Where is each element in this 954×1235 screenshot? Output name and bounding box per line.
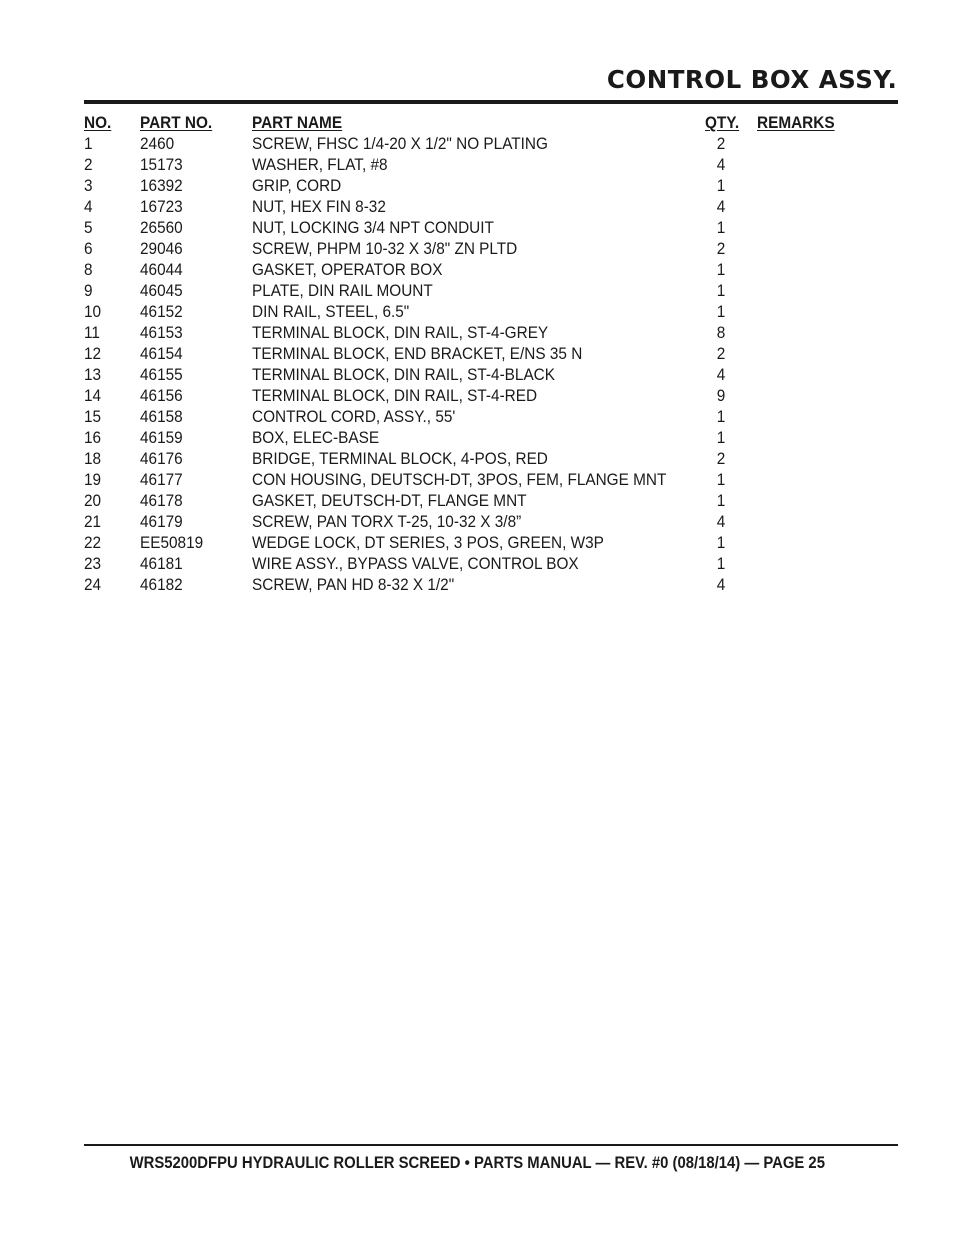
cell-part-no: 46152	[140, 303, 183, 321]
cell-part-name: TERMINAL BLOCK, END BRACKET, E/NS 35 N	[252, 345, 583, 363]
column-header-qty: QTY.	[705, 114, 740, 132]
cell-part-no: 46158	[140, 408, 183, 426]
column-header-remarks: REMARKS	[757, 114, 835, 132]
cell-qty: 4	[716, 156, 726, 174]
cell-qty: 1	[716, 219, 726, 237]
table-row	[84, 281, 864, 302]
table-row	[84, 575, 864, 596]
column-header-part-name: PART NAME	[252, 114, 343, 132]
cell-part-name: WASHER, FLAT, #8	[252, 156, 388, 174]
cell-part-name: TERMINAL BLOCK, DIN RAIL, ST-4-GREY	[252, 324, 549, 342]
table-row	[84, 176, 864, 197]
cell-part-name: CON HOUSING, DEUTSCH-DT, 3POS, FEM, FLANGE MNT	[252, 471, 667, 489]
cell-qty: 2	[716, 240, 726, 258]
cell-part-name: GRIP, CORD	[252, 177, 342, 195]
cell-part-no: 46181	[140, 555, 183, 573]
cell-qty: 1	[716, 492, 726, 510]
cell-part-name: DIN RAIL, STEEL, 6.5"	[252, 303, 410, 321]
cell-qty: 1	[716, 177, 726, 195]
cell-no: 15	[84, 408, 102, 426]
table-row	[84, 302, 864, 323]
column-header-part-no: PART NO.	[140, 114, 213, 132]
cell-qty: 1	[716, 429, 726, 447]
cell-no: 24	[84, 576, 102, 594]
cell-part-no: 46045	[140, 282, 183, 300]
cell-no: 18	[84, 450, 102, 468]
cell-part-no: 46177	[140, 471, 183, 489]
page-footer	[0, 1152, 954, 1174]
cell-part-name: NUT, HEX FIN 8-32	[252, 198, 386, 216]
cell-qty: 4	[716, 198, 726, 216]
cell-part-no: 46179	[140, 513, 183, 531]
table-row	[84, 344, 864, 365]
cell-no: 3	[84, 177, 93, 195]
cell-part-name: PLATE, DIN RAIL MOUNT	[252, 282, 433, 300]
table-row	[84, 554, 864, 575]
cell-no: 2	[84, 156, 93, 174]
table-row	[84, 239, 864, 260]
table-body	[84, 134, 864, 596]
cell-no: 19	[84, 471, 102, 489]
cell-part-no: 15173	[140, 156, 183, 174]
cell-no: 10	[84, 303, 102, 321]
cell-qty: 2	[716, 450, 726, 468]
cell-no: 14	[84, 387, 102, 405]
cell-qty: 2	[716, 135, 726, 153]
footer-divider	[84, 1144, 898, 1146]
cell-no: 9	[84, 282, 93, 300]
cell-no: 16	[84, 429, 102, 447]
cell-part-no: 46153	[140, 324, 183, 342]
cell-part-name: GASKET, OPERATOR BOX	[252, 261, 443, 279]
cell-part-no: 46159	[140, 429, 183, 447]
cell-part-no: EE50819	[140, 534, 204, 552]
table-row	[84, 218, 864, 239]
cell-no: 22	[84, 534, 102, 552]
page-title: CONTROL BOX ASSY.	[606, 65, 897, 94]
cell-no: 21	[84, 513, 102, 531]
cell-no: 8	[84, 261, 93, 279]
parts-list-table	[84, 113, 864, 596]
footer-text: WRS5200DFPU HYDRAULIC ROLLER SCREED • PARTS MANUAL — REV. #0 (08/18/14) — PAGE 25	[129, 1154, 825, 1172]
cell-part-name: BRIDGE, TERMINAL BLOCK, 4-POS, RED	[252, 450, 548, 468]
table-row	[84, 533, 864, 554]
cell-no: 11	[84, 324, 100, 342]
cell-qty: 1	[716, 555, 726, 573]
cell-qty: 2	[716, 345, 726, 363]
cell-no: 12	[84, 345, 102, 363]
cell-part-no: 46176	[140, 450, 183, 468]
table-row	[84, 260, 864, 281]
cell-no: 23	[84, 555, 102, 573]
table-row	[84, 449, 864, 470]
cell-part-no: 29046	[140, 240, 183, 258]
cell-part-name: SCREW, PAN TORX T-25, 10-32 X 3/8”	[252, 513, 522, 531]
cell-part-name: GASKET, DEUTSCH-DT, FLANGE MNT	[252, 492, 527, 510]
cell-part-name: SCREW, FHSC 1/4-20 X 1/2" NO PLATING	[252, 135, 548, 153]
table-row	[84, 134, 864, 155]
cell-part-no: 46154	[140, 345, 183, 363]
cell-qty: 4	[716, 513, 726, 531]
cell-no: 1	[84, 135, 93, 153]
cell-qty: 1	[716, 408, 726, 426]
column-header-no: NO.	[84, 114, 112, 132]
cell-part-no: 2460	[140, 135, 175, 153]
table-row	[84, 491, 864, 512]
table-row	[84, 470, 864, 491]
table-row	[84, 386, 864, 407]
table-row	[84, 365, 864, 386]
table-row	[84, 155, 864, 176]
cell-part-name: WEDGE LOCK, DT SERIES, 3 POS, GREEN, W3P	[252, 534, 604, 552]
title-divider	[84, 100, 898, 104]
cell-qty: 4	[716, 366, 726, 384]
cell-no: 13	[84, 366, 102, 384]
cell-qty: 4	[716, 576, 726, 594]
cell-qty: 1	[716, 534, 726, 552]
cell-part-no: 46155	[140, 366, 183, 384]
table-row	[84, 407, 864, 428]
cell-part-no: 46044	[140, 261, 183, 279]
cell-qty: 1	[716, 471, 726, 489]
cell-part-no: 46182	[140, 576, 183, 594]
cell-qty: 1	[716, 282, 726, 300]
cell-part-name: SCREW, PAN HD 8-32 X 1/2"	[252, 576, 455, 594]
cell-part-no: 46156	[140, 387, 183, 405]
table-header-row	[84, 113, 864, 134]
cell-part-no: 46178	[140, 492, 183, 510]
cell-part-no: 16723	[140, 198, 183, 216]
cell-qty: 9	[716, 387, 726, 405]
table-row	[84, 428, 864, 449]
cell-no: 5	[84, 219, 93, 237]
table-row	[84, 323, 864, 344]
cell-part-name: SCREW, PHPM 10-32 X 3/8" ZN PLTD	[252, 240, 518, 258]
cell-part-name: BOX, ELEC-BASE	[252, 429, 380, 447]
cell-part-name: TERMINAL BLOCK, DIN RAIL, ST-4-BLACK	[252, 366, 556, 384]
cell-part-name: CONTROL CORD, ASSY., 55'	[252, 408, 456, 426]
cell-no: 4	[84, 198, 93, 216]
cell-qty: 1	[716, 303, 726, 321]
cell-part-no: 26560	[140, 219, 183, 237]
cell-part-name: NUT, LOCKING 3/4 NPT CONDUIT	[252, 219, 494, 237]
table-row	[84, 197, 864, 218]
cell-part-name: WIRE ASSY., BYPASS VALVE, CONTROL BOX	[252, 555, 579, 573]
cell-qty: 8	[716, 324, 726, 342]
cell-part-name: TERMINAL BLOCK, DIN RAIL, ST-4-RED	[252, 387, 538, 405]
cell-no: 6	[84, 240, 93, 258]
cell-qty: 1	[716, 261, 726, 279]
table-row	[84, 512, 864, 533]
cell-no: 20	[84, 492, 102, 510]
cell-part-no: 16392	[140, 177, 183, 195]
